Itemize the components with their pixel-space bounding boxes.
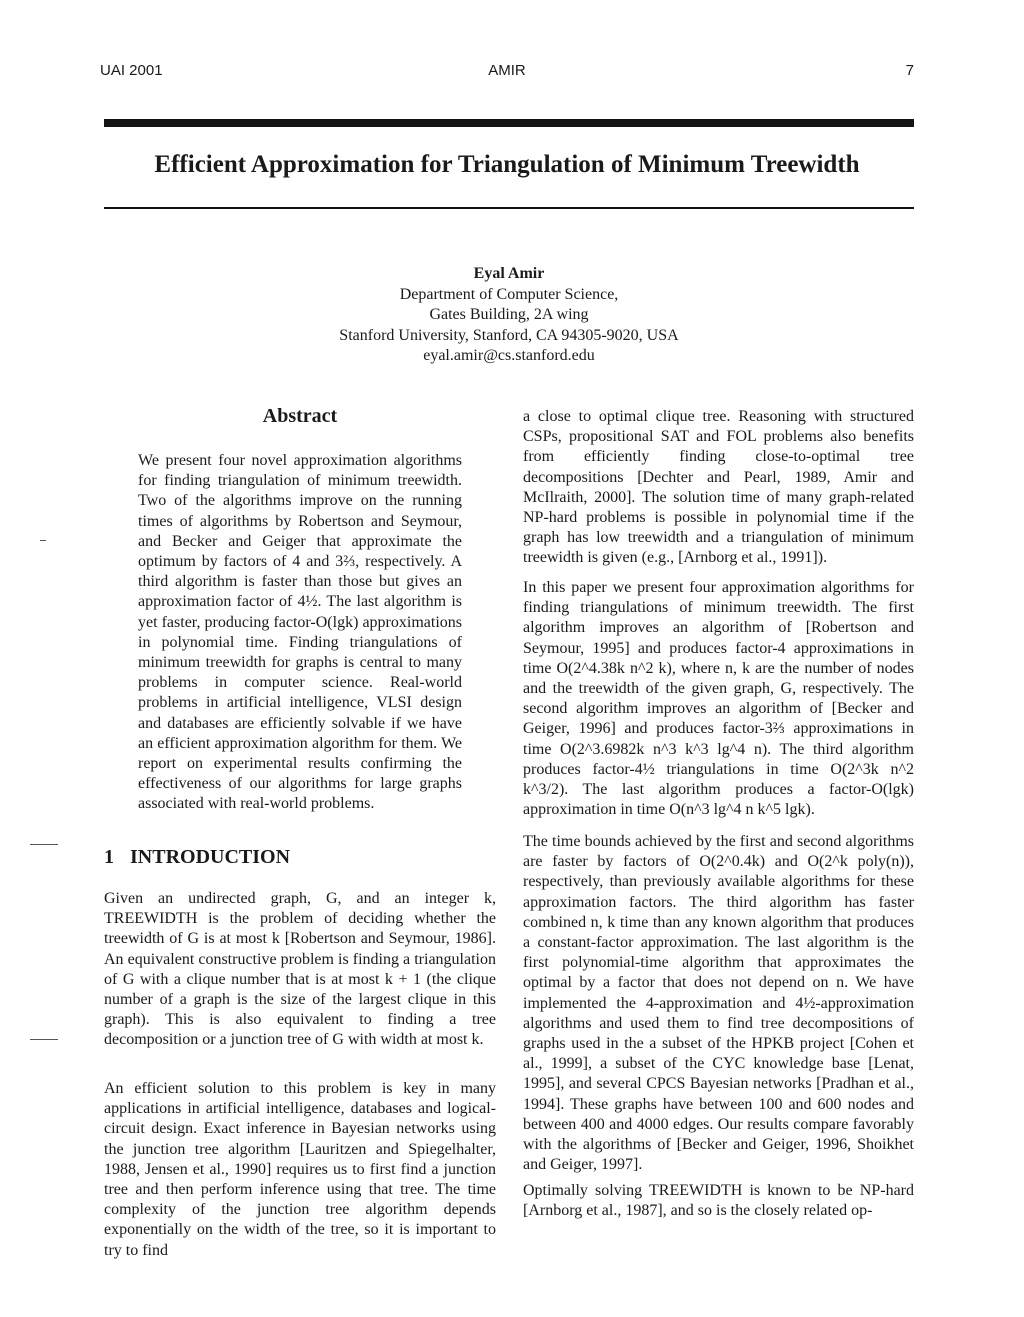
author-block xyxy=(254,264,764,367)
author-name: Eyal Amir xyxy=(473,265,545,282)
header-author: AMIR xyxy=(488,62,526,79)
abstract-heading: Abstract xyxy=(262,405,338,427)
title-bottom-rule xyxy=(104,207,914,209)
intro-paragraph-1: Given an undirected graph, G, and an integer k, TREEWIDTH is the problem of deciding whether the treewidth of G is at most k [Robertson and Seymour, 1986]. An equivalent constructive problem is finding a triangulation of G with a clique number that is at most k + 1 (the clique number of a graph is the size of the largest clique in this graph). This is also equivalent to finding a tree decomposition or a junction tree of G with width at most k. xyxy=(104,890,496,1049)
abstract-text: We present four novel approximation algorithms for finding triangulation of minimum treewidth. Two of the algorithms improve on the running times of algorithms by Robertson and Seymour, and Becker and Geiger that approximate the optimum by factors of 4 and 3⅔, respectively. A third algorithm is faster than those but gives an approximation factor of 4½. The last algorithm is yet faster, producing factor-O(lgk) approximations in polynomial time. Finding triangulations of minimum treewidth for graphs is central to many problems in computer science. Real-world problems in artificial intelligence, VLSI design and databases are efficiently solvable if we have an efficient approximation algorithm for them. We report on experimental results confirming the effectiveness of our algorithms for large graphs associated with real-world problems. xyxy=(138,452,462,813)
margin-mark xyxy=(40,540,46,541)
author-building: Gates Building, 2A wing xyxy=(429,306,589,323)
right-paragraph-3: The time bounds achieved by the first and second algorithms are faster by factors of O(2^0.4k) and O(2^k poly(n)), respectively, than previously available algorithms for these approximation factors. The third algorithm has faster combined n, k time than any known algorithm that produces a constant-factor approximation. The last algorithm is the first polynomial-time algorithm that approximates the optimal by a factor that does not depend on n. We have implemented the 4-approximation and 4½-approximation algorithms and used them to find tree decompositions of graphs used in the a subset of the HPKB project [Cohen et al., 1999], a subset of the CYC knowledge base [Lenat, 1995], and several CPCS Bayesian networks [Pradhan et al., 1994]. These graphs have between 100 and 600 nodes and between 400 and 4000 edges. Our results compare favorably with the algorithms of [Becker and Geiger, 1996, Shoikhet and Geiger, 1997]. xyxy=(523,833,914,1174)
right-paragraph-2: In this paper we present four approximation algorithms for finding triangulations of minimum treewidth. The first algorithm improves an algorithm of [Robertson and Seymour, 1995] and produces factor-4 approximations in time O(2^4.38k n^2 k), where n, k are the number of nodes and the treewidth of the given graph, G, respectively. The second algorithm improves an algorithm of [Becker and Geiger, 1996] and produces factor-3⅔ approximations in time O(2^3.6982k n^3 k^3 lg^4 n). The third algorithm produces factor-4½ triangulations in time O(2^3k n^2 k^3/2). The last algorithm produces a factor-O(lgk) approximation in time O(n^3 lg^4 n k^5 lgk). xyxy=(523,579,914,819)
author-department: Department of Computer Science, xyxy=(399,285,619,303)
author-address: Stanford University, Stanford, CA 94305-9020, USA xyxy=(339,326,679,344)
margin-mark xyxy=(30,844,58,845)
header-conference: UAI 2001 xyxy=(100,62,163,79)
section-title: INTRODUCTION xyxy=(130,846,291,868)
header-page-number: 7 xyxy=(905,62,914,79)
margin-mark xyxy=(30,1039,58,1040)
intro-paragraph-2: An efficient solution to this problem is key in many applications in artificial intelligence, databases and logical-circuit design. Exact inference in Bayesian networks using the junction tree algorithm [Lauritzen and Spiegelhalter, 1988, Jensen et al., 1990] requires us to first find a junction tree and then perform inference using that tree. The time complexity of the junction tree algorithm depends exponentially on the width of the tree, so it is important to try to find xyxy=(104,1080,496,1259)
running-head xyxy=(100,62,914,82)
title-top-rule xyxy=(104,119,914,127)
right-paragraph-1: a close to optimal clique tree. Reasoning with structured CSPs, propositional SAT and FOL problems also benefits from efficiently finding close-to-optimal tree decompositions [Dechter and Pearl, 1989, Amir and McIlraith, 2000]. The solution time of many graph-related NP-hard problems is possible in polynomial time if the graph has low treewidth and a triangulation of minimum treewidth is given (e.g., [Arnborg et al., 1991]). xyxy=(523,408,914,567)
right-paragraph-4: Optimally solving TREEWIDTH is known to be NP-hard [Arnborg et al., 1987], and so is the closely related op- xyxy=(523,1182,914,1220)
author-email: eyal.amir@cs.stanford.edu xyxy=(423,347,595,364)
section-number: 1 xyxy=(104,846,114,868)
paper-title: Efficient Approximation for Triangulation of Minimum Treewidth xyxy=(154,151,860,178)
section-heading xyxy=(104,846,496,869)
